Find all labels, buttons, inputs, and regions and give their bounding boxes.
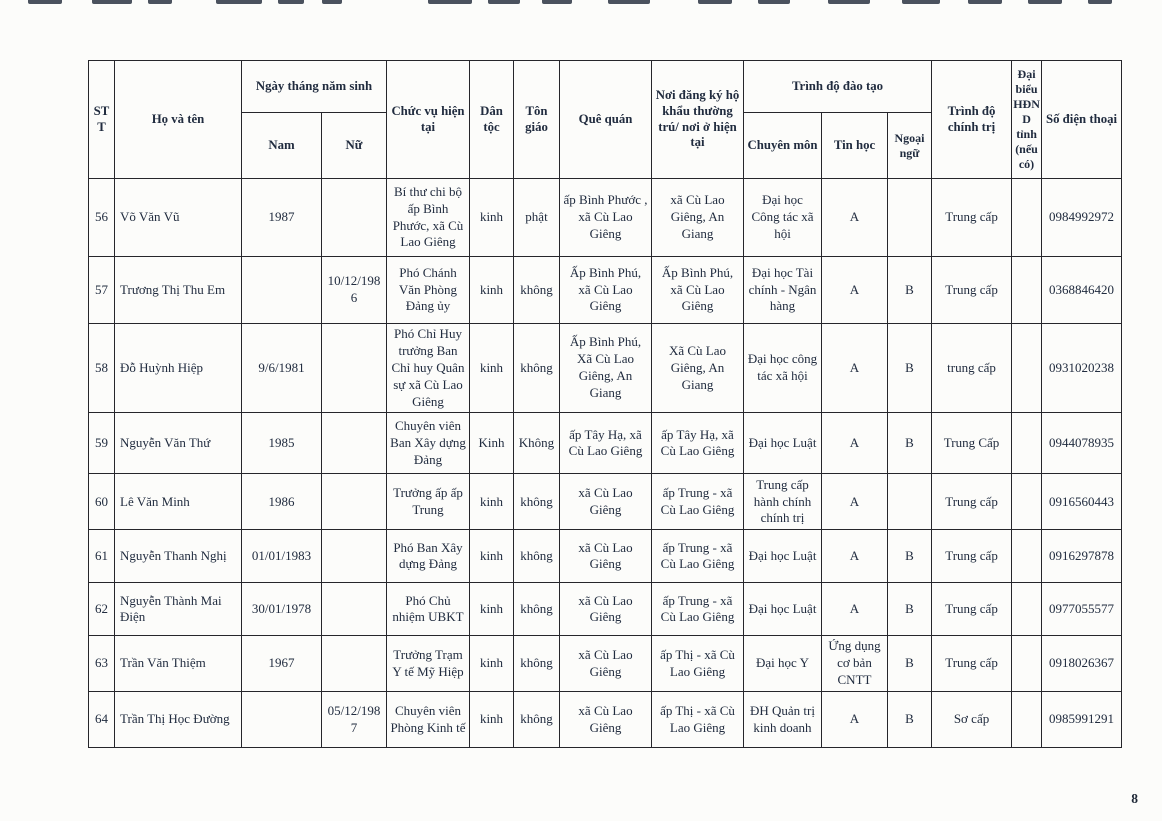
table-cell-stt: 63 [89,636,115,692]
col-header-ethnicity: Dân tộc [470,61,514,179]
table-cell-training_major: Đại học Y [744,636,822,692]
table-cell-name: Lê Văn Minh [115,474,242,530]
table-cell-stt: 62 [89,583,115,636]
table-cell-phone: 0931020238 [1042,324,1122,413]
table-cell-residence: ấp Trung - xã Cù Lao Giêng [652,583,744,636]
table-cell-political_level: Trung cấp [932,474,1012,530]
col-header-position: Chức vụ hiện tại [387,61,470,179]
table-cell-ethnicity: kinh [470,179,514,257]
table-cell-political_level: Trung cấp [932,257,1012,324]
table-cell-delegate [1012,413,1042,474]
table-cell-training_it: A [822,179,888,257]
table-cell-hometown: xã Cù Lao Giêng [560,692,652,748]
table-cell-ethnicity: kinh [470,530,514,583]
table-cell-religion: không [514,324,560,413]
table-cell-training_language: B [888,257,932,324]
table-cell-training_major: Đại học công tác xã hội [744,324,822,413]
table-cell-phone: 0916560443 [1042,474,1122,530]
table-cell-dob_female [322,179,387,257]
table-cell-position: Trưởng Trạm Y tế Mỹ Hiệp [387,636,470,692]
col-header-training-group: Trình độ đào tạo [744,61,932,113]
table-cell-ethnicity: kinh [470,474,514,530]
table-cell-hometown: Ấp Bình Phú, Xã Cù Lao Giêng, An Giang [560,324,652,413]
table-cell-residence: xã Cù Lao Giêng, An Giang [652,179,744,257]
table-cell-religion: Không [514,413,560,474]
table-cell-religion: không [514,692,560,748]
table-cell-political_level: trung cấp [932,324,1012,413]
table-cell-training_major: Đại học Tài chính - Ngân hàng [744,257,822,324]
table-cell-dob_female [322,413,387,474]
table-cell-position: Trưởng ấp ấp Trung [387,474,470,530]
col-header-dob-group: Ngày tháng năm sinh [242,61,387,113]
table-cell-dob_male [242,692,322,748]
table-cell-name: Võ Văn Vũ [115,179,242,257]
table-cell-training_major: Trung cấp hành chính chính trị [744,474,822,530]
table-cell-training_major: Đại học Luật [744,583,822,636]
table-cell-religion: không [514,530,560,583]
table-cell-residence: ấp Trung - xã Cù Lao Giêng [652,474,744,530]
table-cell-ethnicity: kinh [470,583,514,636]
table-cell-dob_female [322,530,387,583]
table-cell-dob_male: 30/01/1978 [242,583,322,636]
table-cell-training_it: Ứng dụng cơ bản CNTT [822,636,888,692]
table-cell-training_language: B [888,583,932,636]
table-cell-training_major: ĐH Quản trị kinh doanh [744,692,822,748]
col-header-training-language: Ngoại ngữ [888,113,932,179]
col-header-phone: Số điện thoại [1042,61,1122,179]
col-header-religion: Tôn giáo [514,61,560,179]
table-cell-dob_female [322,583,387,636]
table-cell-ethnicity: kinh [470,324,514,413]
table-cell-ethnicity: kinh [470,636,514,692]
table-cell-dob_female [322,636,387,692]
table-cell-dob_male: 1986 [242,474,322,530]
table-cell-training_it: A [822,692,888,748]
table-cell-phone: 0984992972 [1042,179,1122,257]
table-row [89,257,1122,324]
table-cell-religion: không [514,474,560,530]
table-cell-delegate [1012,324,1042,413]
table-row [89,324,1122,413]
table-cell-dob_male: 1967 [242,636,322,692]
table-cell-phone: 0916297878 [1042,530,1122,583]
table-cell-political_level: Trung cấp [932,179,1012,257]
page-number: 8 [1131,791,1138,806]
table-cell-training_language [888,474,932,530]
table-cell-dob_male: 1987 [242,179,322,257]
col-header-dob-male: Nam [242,113,322,179]
table-cell-residence: Xã Cù Lao Giêng, An Giang [652,324,744,413]
table-cell-ethnicity: Kinh [470,413,514,474]
table-cell-residence: ấp Thị - xã Cù Lao Giêng [652,636,744,692]
table-cell-hometown: ấp Tây Hạ, xã Cù Lao Giêng [560,413,652,474]
table-row [89,179,1122,257]
table-cell-political_level: Trung cấp [932,583,1012,636]
table-cell-hometown: xã Cù Lao Giêng [560,474,652,530]
table-cell-training_language: B [888,692,932,748]
col-header-name: Họ và tên [115,61,242,179]
table-cell-training_major: Đại học Công tác xã hội [744,179,822,257]
table-cell-training_it: A [822,324,888,413]
table-cell-position: Phó Chánh Văn Phòng Đảng ủy [387,257,470,324]
table-cell-training_language: B [888,413,932,474]
table-cell-religion: phật [514,179,560,257]
table-cell-training_language [888,179,932,257]
table-cell-hometown: xã Cù Lao Giêng [560,530,652,583]
col-header-dob-female: Nữ [322,113,387,179]
table-row [89,413,1122,474]
table-cell-training_it: A [822,530,888,583]
table-cell-delegate [1012,257,1042,324]
col-header-political-level: Trình độ chính trị [932,61,1012,179]
table-row [89,474,1122,530]
table-cell-stt: 57 [89,257,115,324]
table-cell-name: Trần Thị Học Đường [115,692,242,748]
table-cell-phone: 0918026367 [1042,636,1122,692]
scan-artifact-top [0,0,1162,8]
table-cell-training_it: A [822,413,888,474]
table-cell-name: Trần Văn Thiệm [115,636,242,692]
table-row [89,530,1122,583]
table-cell-stt: 56 [89,179,115,257]
table-cell-training_language: B [888,530,932,583]
table-cell-position: Chuyên viên Ban Xây dựng Đảng [387,413,470,474]
table-cell-stt: 58 [89,324,115,413]
table-cell-delegate [1012,636,1042,692]
table-cell-stt: 59 [89,413,115,474]
table-cell-political_level: Trung cấp [932,530,1012,583]
col-header-residence: Nơi đăng ký hộ khẩu thường trú/ nơi ở hiện tại [652,61,744,179]
table-cell-phone: 0368846420 [1042,257,1122,324]
table-cell-stt: 64 [89,692,115,748]
table-cell-phone: 0944078935 [1042,413,1122,474]
col-header-training-major: Chuyên môn [744,113,822,179]
table-cell-delegate [1012,530,1042,583]
table-cell-training_major: Đại học Luật [744,530,822,583]
table-cell-dob_male: 01/01/1983 [242,530,322,583]
table-cell-hometown: xã Cù Lao Giêng [560,636,652,692]
table-cell-training_it: A [822,583,888,636]
table-cell-residence: Ấp Bình Phú, xã Cù Lao Giêng [652,257,744,324]
table-cell-dob_female: 05/12/1987 [322,692,387,748]
col-header-hometown: Quê quán [560,61,652,179]
personnel-table [88,60,1122,748]
table-cell-hometown: xã Cù Lao Giêng [560,583,652,636]
table-cell-stt: 61 [89,530,115,583]
table-row [89,583,1122,636]
table-cell-residence: ấp Tây Hạ, xã Cù Lao Giêng [652,413,744,474]
table-row [89,692,1122,748]
table-cell-phone: 0977055577 [1042,583,1122,636]
table-cell-dob_female [322,474,387,530]
table-cell-position: Phó Ban Xây dựng Đảng [387,530,470,583]
table-cell-dob_female [322,324,387,413]
table-cell-delegate [1012,692,1042,748]
table-cell-delegate [1012,583,1042,636]
table-cell-religion: không [514,636,560,692]
table-cell-dob_male: 9/6/1981 [242,324,322,413]
table-cell-name: Nguyễn Văn Thứ [115,413,242,474]
table-cell-training_it: A [822,257,888,324]
table-cell-political_level: Trung Cấp [932,413,1012,474]
table-cell-position: Chuyên viên Phòng Kinh tế [387,692,470,748]
table-cell-name: Đỗ Huỳnh Hiệp [115,324,242,413]
table-cell-position: Phó Chỉ Huy trưởng Ban Chỉ huy Quân sự xã Cù Lao Giêng [387,324,470,413]
col-header-training-it: Tin học [822,113,888,179]
table-cell-name: Nguyễn Thành Mai Điện [115,583,242,636]
table-cell-name: Trương Thị Thu Em [115,257,242,324]
table-cell-hometown: Ấp Bình Phú, xã Cù Lao Giêng [560,257,652,324]
table-cell-training_major: Đại học Luật [744,413,822,474]
table-cell-phone: 0985991291 [1042,692,1122,748]
table-cell-delegate [1012,179,1042,257]
table-cell-political_level: Sơ cấp [932,692,1012,748]
table-cell-ethnicity: kinh [470,257,514,324]
table-cell-residence: ấp Trung - xã Cù Lao Giêng [652,530,744,583]
table-cell-position: Bí thư chi bộ ấp Bình Phước, xã Cù Lao Giêng [387,179,470,257]
table-cell-training_language: B [888,324,932,413]
table-cell-stt: 60 [89,474,115,530]
table-cell-delegate [1012,474,1042,530]
table-cell-training_language: B [888,636,932,692]
table-cell-residence: ấp Thị - xã Cù Lao Giêng [652,692,744,748]
table-cell-dob_male [242,257,322,324]
table-cell-ethnicity: kinh [470,692,514,748]
col-header-delegate: Đại biểu HĐND tỉnh (nếu có) [1012,61,1042,179]
table-row [89,636,1122,692]
table-cell-name: Nguyễn Thanh Nghị [115,530,242,583]
table-cell-position: Phó Chủ nhiệm UBKT [387,583,470,636]
table-cell-religion: không [514,257,560,324]
table-cell-religion: không [514,583,560,636]
table-cell-dob_male: 1985 [242,413,322,474]
table-cell-political_level: Trung cấp [932,636,1012,692]
col-header-stt: STT [89,61,115,179]
table-cell-training_it: A [822,474,888,530]
table-cell-hometown: ấp Bình Phước , xã Cù Lao Giêng [560,179,652,257]
table-cell-dob_female: 10/12/1986 [322,257,387,324]
